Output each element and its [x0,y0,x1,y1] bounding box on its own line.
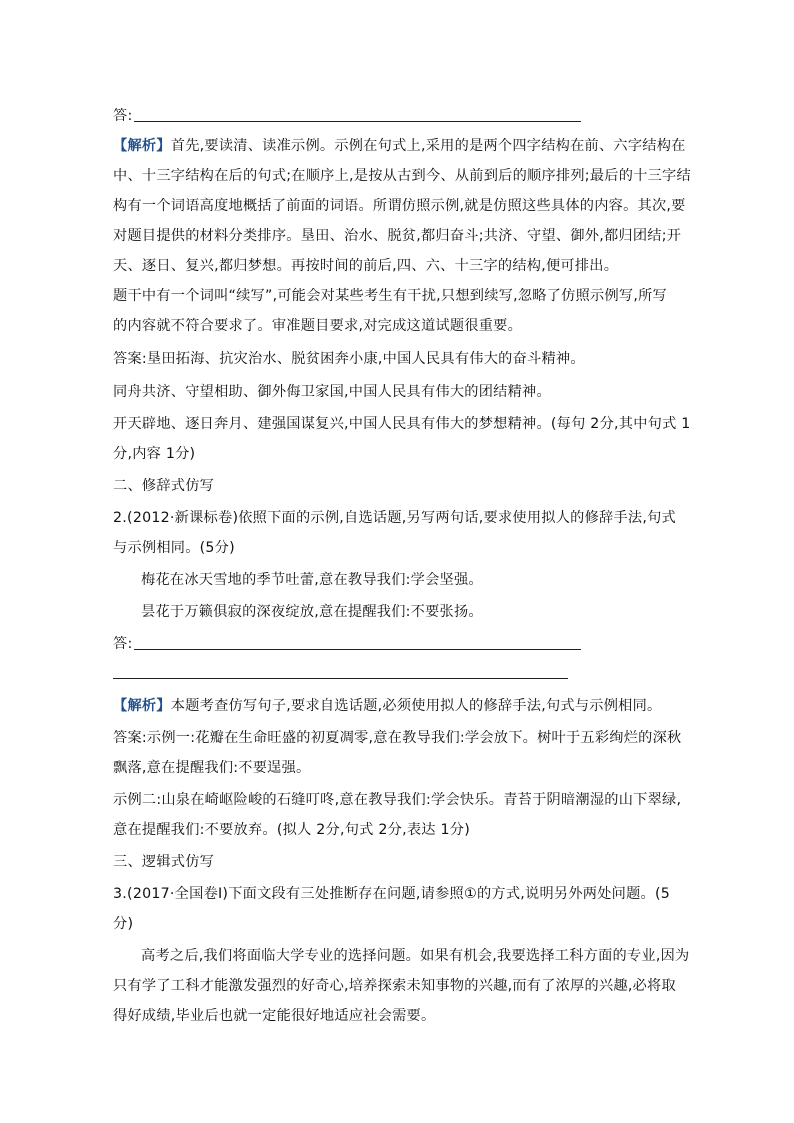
q1-answer-rule[interactable] [134,121,581,122]
q1-answer-line: 开天辟地、逐日奔月、建强国谋复兴,中国人民具有伟大的梦想精神。(每句 2分,其中句式 1 [113,416,691,432]
section-heading: 三、逻辑式仿写 [113,854,215,870]
q1-answer-line: 答案:垦田拓海、抗灾治水、脱贫困奔小康,中国人民具有伟大的奋斗精神。 [113,351,585,367]
example-line: 梅花在冰天雪地的季节吐蕾,意在教导我们:学会坚强。 [141,572,483,588]
q1-analysis-line: 构有一个词语高度地概括了前面的词语。所谓仿照示例,就是仿照这些具体的内容。其次,要 [113,198,686,214]
q2-answer-line: 答案:示例一:花瓣在生命旺盛的初夏凋零,意在教导我们:学会放下。树叶于五彩绚烂的深秋 [113,730,682,746]
q2-answer-label: 答: [113,636,133,652]
section-heading: 二、修辞式仿写 [113,478,215,494]
question-line: 2.(2012·新课标卷)依照下面的示例,自选话题,另写两句话,要求使用拟人的修辞手法,句式 [113,510,676,526]
analysis-tag: 【解析】 [113,698,171,714]
q2-answer-line: 示例二:山泉在崎岖险峻的石缝叮咚,意在教导我们:学会快乐。青苔于阴暗潮湿的山下翠绿, [113,792,682,808]
q2-answer-line: 飘落,意在提醒我们:不要逞强。 [113,760,311,776]
q1-analysis-line: 对题目提供的材料分类排序。垦田、治水、脱贫,都归奋斗;共济、守望、御外,都归团结;开 [113,228,682,244]
question-line: 与示例相同。(5分) [113,540,235,556]
analysis-tag: 【解析】 [113,138,171,154]
passage-line: 只有学了工科才能激发强烈的好奇心,培养探索未知事物的兴趣,而有了浓厚的兴趣,必将取 [113,978,676,994]
q2-answer-rule[interactable] [134,649,581,650]
example-line: 昙花于万籁俱寂的深夜绽放,意在提醒我们:不要张扬。 [141,604,483,620]
question-line: 分) [113,916,134,932]
q1-analysis-line: 题干中有一个词叫“续写”,可能会对某些考生有干扰,只想到续写,忽略了仿照示例写,所写 [113,288,667,304]
q1-analysis-line: 的内容就不符合要求了。审准题目要求,对完成这道试题很重要。 [113,318,523,334]
q1-analysis-line: 天、逐日、复兴,都归梦想。再按时间的前后,四、六、十三字的结构,便可排出。 [113,258,619,274]
q2-analysis-line: 【解析】本题考查仿写句子,要求自选话题,必须使用拟人的修辞手法,句式与示例相同。 [113,698,662,714]
q1-answer-line: 同舟共济、守望相助、御外侮卫家国,中国人民具有伟大的团结精神。 [113,384,551,400]
q1-analysis-line: 【解析】首先,要读清、读准示例。示例在句式上,采用的是两个四字结构在前、六字结构在 [113,138,686,154]
q2-answer-line: 意在提醒我们:不要放弃。(拟人 2分,句式 2分,表达 1分) [113,822,470,838]
q1-answer-line: 分,内容 1分) [113,446,196,462]
q1-answer-label: 答: [113,108,133,124]
q2-answer-rule-2[interactable] [113,678,568,679]
q1-analysis-line: 中、十三字结构在后的句式;在顺序上,是按从古到今、从前到后的顺序排列;最后的十三字结 [113,168,691,184]
passage-line: 高考之后,我们将面临大学专业的选择问题。如果有机会,我要选择工科方面的专业,因为 [141,948,690,964]
question-line: 3.(2017·全国卷Ⅰ)下面文段有三处推断存在问题,请参照①的方式,说明另外两处问题。(5 [113,886,671,902]
passage-line: 得好成绩,毕业后也就一定能很好地适应社会需要。 [113,1008,436,1024]
